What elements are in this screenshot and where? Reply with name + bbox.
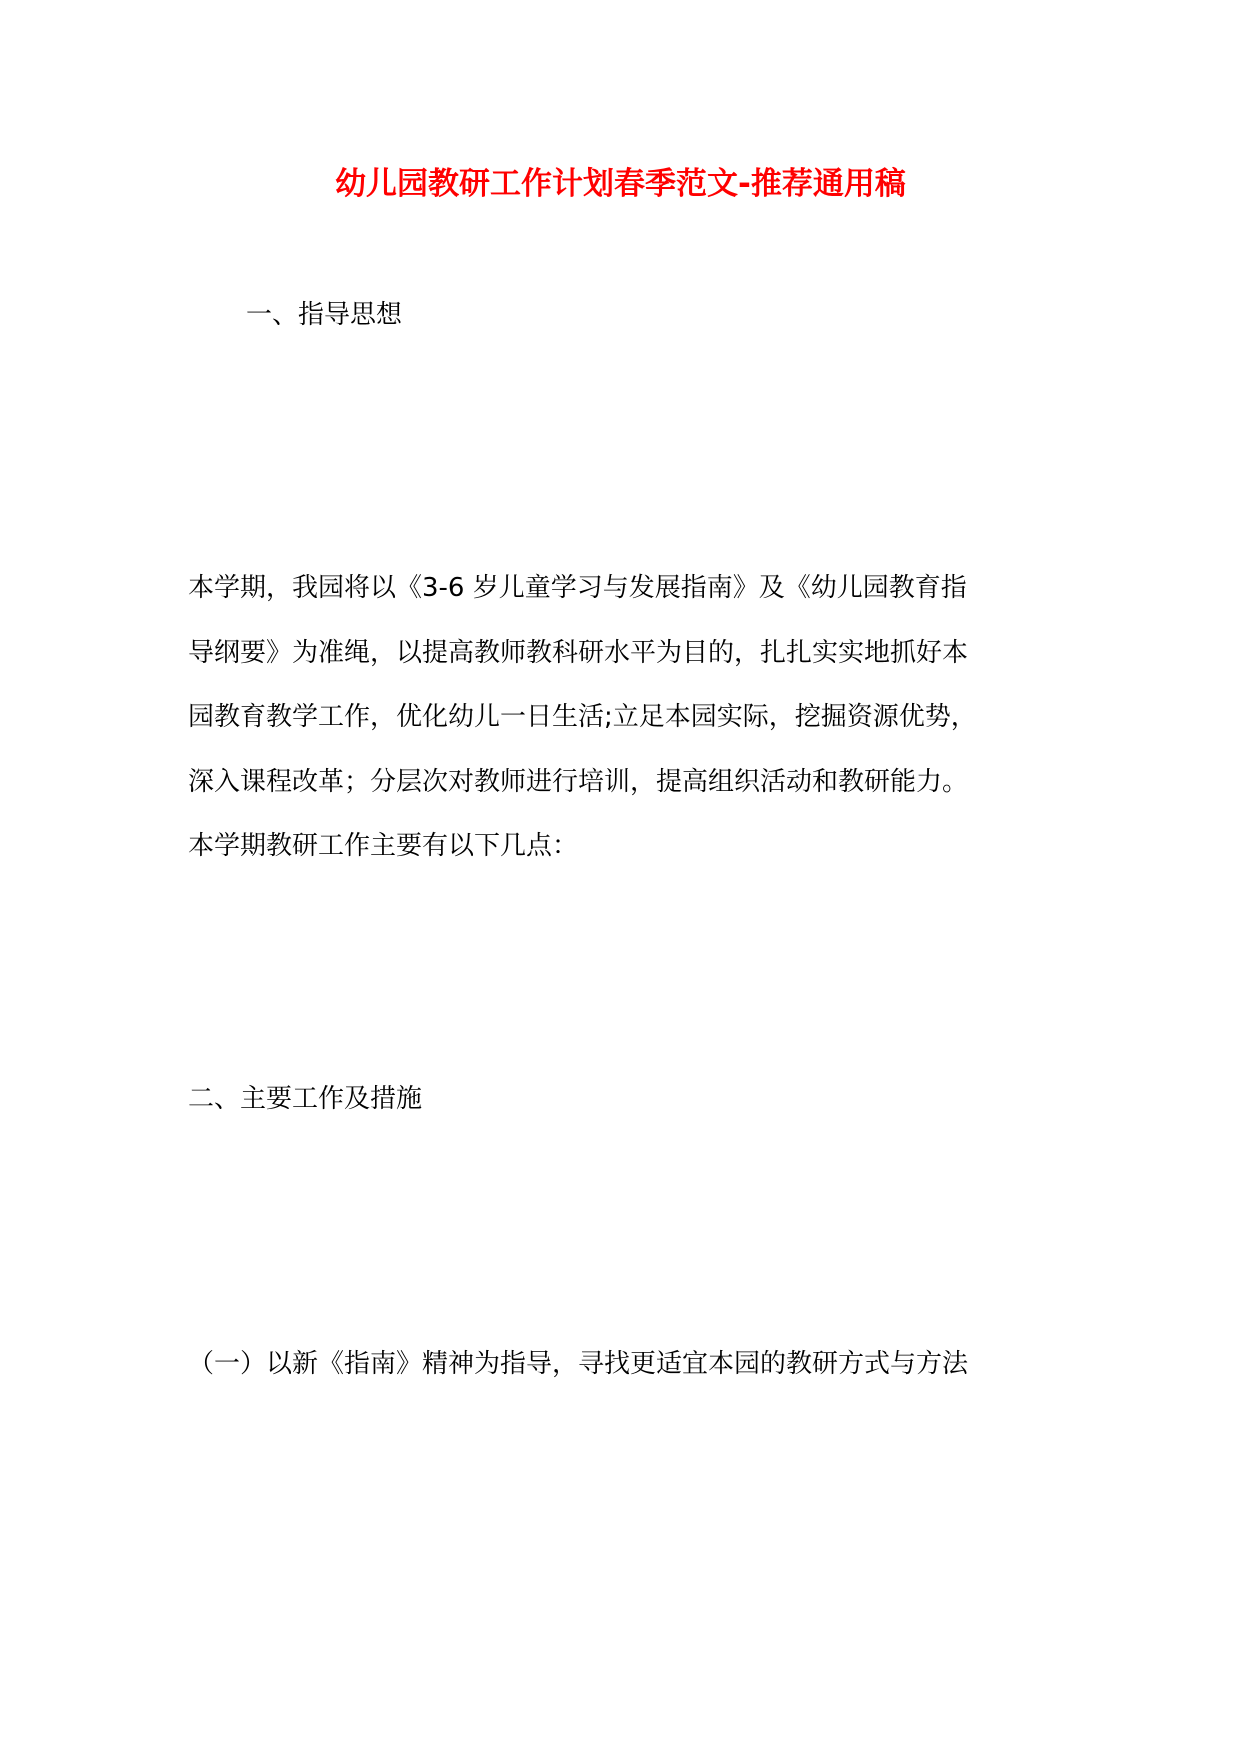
paragraph-line: 本学期教研工作主要有以下几点：	[188, 831, 579, 861]
section-heading-guiding-ideology: 一、指导思想	[246, 300, 403, 330]
paragraph-line: 深入课程改革；分层次对教师进行培训，提高组织活动和教研能力。	[188, 766, 969, 797]
section-heading-main-work: 二、主要工作及措施	[188, 1084, 423, 1114]
subsection-heading-guide-spirit: （一）以新《指南》精神为指导，寻找更适宜本园的教研方式与方法	[188, 1349, 969, 1379]
paragraph-line: 园教育教学工作，优化幼儿一日生活;立足本园实际，挖掘资源优势，	[188, 702, 977, 732]
section-paragraph-guiding-ideology	[188, 556, 1088, 879]
document-title: 幼儿园教研工作计划春季范文-推荐通用稿	[335, 166, 906, 202]
paragraph-line: 本学期，我园将以《3-6 岁儿童学习与发展指南》及《幼儿园教育指	[188, 573, 967, 603]
paragraph-line: 导纲要》为准绳，以提高教师教科研水平为目的，扎扎实实地抓好本	[188, 637, 969, 668]
